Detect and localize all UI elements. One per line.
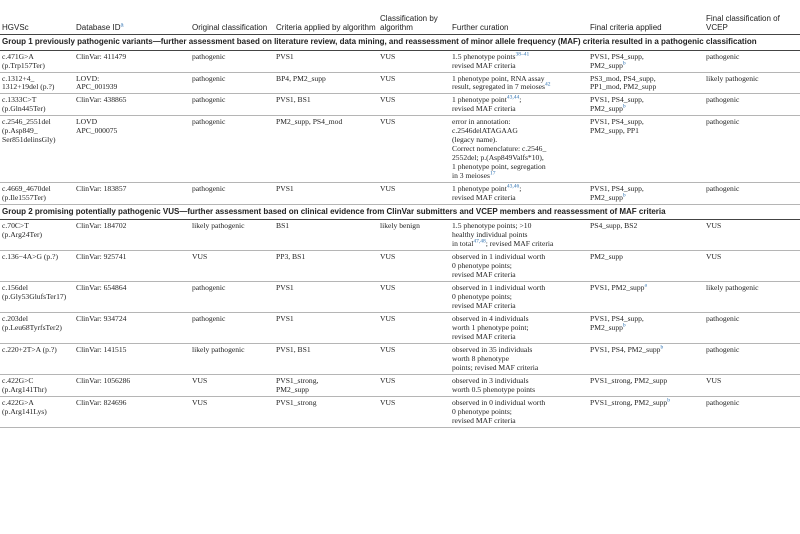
cell-original-classification [190,396,274,427]
reference-superscript: 43,44 [506,94,520,101]
cell-text: VUS [380,252,396,262]
cell-original-classification [190,343,274,374]
cell-final-classification [704,182,800,204]
cell-original-classification [190,282,274,313]
cell-text: PVS1_strong, PM2_supp [590,375,668,385]
cell-hgvsc [0,116,74,183]
header-classification-by-algorithm: Classification by algorithm [378,0,450,35]
cell-database-id [74,396,190,427]
cell-hgvsc [0,182,74,204]
cell-text: PVS1, PS4, PM2_supp [590,344,661,354]
cell-text: PVS1, PS4_supp, PM2_supp [590,183,644,202]
cell-final-criteria [588,50,704,72]
cell-text: PS4_supp, BS2 [590,221,638,231]
table-row [0,72,800,94]
cell-classification-by-algorithm [378,116,450,183]
cell-final-criteria [588,94,704,116]
cell-text: PVS1, PS4_supp, PM2_supp [590,95,644,114]
cell-final-classification [704,251,800,282]
cell-text: pathogenic [192,183,226,193]
reference-superscript: b [622,60,626,67]
cell-original-classification [190,50,274,72]
cell-text: ClinVar: 411479 [76,51,127,61]
cell-text: ClinVar: 925741 [76,252,127,262]
cell-text: VUS [706,221,722,231]
cell-text: VUS [380,375,396,385]
cell-classification-by-algorithm [378,94,450,116]
cell-text: c.4669_4670del (p.Ile1557Ter) [2,183,51,202]
reference-superscript: b [622,103,626,110]
cell-text: pathogenic [192,283,226,293]
reference-superscript: 47,48 [473,238,486,245]
cell-text: pathogenic [192,314,226,324]
group-header-row [0,35,800,51]
cell-hgvsc [0,94,74,116]
cell-final-classification [704,374,800,396]
cell-text: pathogenic [706,397,740,407]
cell-text: 1.5 phenotype points; >10 healthy individual points in total [452,221,532,249]
cell-hgvsc [0,50,74,72]
table-row [0,374,800,396]
header-original-classification: Original classification [190,0,274,35]
cell-further-curation [450,374,588,396]
table-body [0,35,800,428]
cell-final-classification [704,343,800,374]
cell-text: BP4, PM2_supp [276,73,326,83]
table-row [0,313,800,344]
cell-text: pathogenic [192,117,226,127]
cell-text: pathogenic [706,51,740,61]
cell-database-id [74,94,190,116]
header-database-id [74,0,190,35]
cell-text: likely pathogenic [706,73,759,83]
cell-text: VUS [706,252,722,262]
cell-criteria-by-algorithm [274,220,378,251]
cell-original-classification [190,116,274,183]
cell-classification-by-algorithm [378,220,450,251]
cell-hgvsc [0,251,74,282]
cell-text: c.203del (p.Leu68TyrfsTer2) [2,314,62,333]
cell-classification-by-algorithm [378,396,450,427]
header-criteria-by-algorithm: Criteria applied by algorithm [274,0,378,35]
cell-hgvsc [0,374,74,396]
cell-text: c.471G>A (p.Trp157Ter) [2,51,45,70]
cell-final-classification [704,116,800,183]
cell-text: VUS [380,95,396,105]
cell-hgvsc [0,220,74,251]
cell-text: ClinVar: 824696 [76,397,127,407]
cell-text: PVS1, PM2_supp [590,283,645,293]
cell-classification-by-algorithm [378,343,450,374]
cell-text: PVS1 [276,51,294,61]
group-header-row [0,204,800,220]
cell-text: VUS [380,51,396,61]
cell-original-classification [190,72,274,94]
cell-classification-by-algorithm [378,182,450,204]
cell-text: ClinVar: 654864 [76,283,127,293]
cell-final-criteria [588,220,704,251]
cell-text: PVS1 [276,314,294,324]
cell-hgvsc [0,282,74,313]
cell-text: ClinVar: 438865 [76,95,127,105]
cell-criteria-by-algorithm [274,313,378,344]
cell-text: 1 phenotype point [452,95,507,105]
header-final-classification: Final classification of VCEP [704,0,800,35]
cell-further-curation [450,94,588,116]
cell-criteria-by-algorithm [274,72,378,94]
cell-text: pathogenic [192,95,226,105]
cell-text: VUS [380,344,396,354]
cell-further-curation [450,313,588,344]
cell-database-id [74,50,190,72]
cell-hgvsc [0,313,74,344]
cell-text: likely benign [380,221,420,231]
cell-final-criteria [588,182,704,204]
cell-database-id [74,282,190,313]
cell-classification-by-algorithm [378,72,450,94]
cell-text-tail: ; revised MAF criteria [485,239,554,249]
cell-criteria-by-algorithm [274,251,378,282]
cell-text: c.1312+4_ 1312+19del (p.?) [2,73,55,92]
cell-text: pathogenic [706,314,740,324]
table-header-row [0,0,800,35]
cell-text: observed in 35 individuals worth 8 phenotype points; revised MAF criteria [452,344,539,372]
cell-text: VUS [380,397,396,407]
table-row [0,94,800,116]
cell-original-classification [190,94,274,116]
cell-text: pathogenic [192,51,226,61]
cell-text: observed in 1 individual worth 0 phenotype points; revised MAF criteria [452,252,546,280]
cell-original-classification [190,251,274,282]
cell-text: VUS [380,73,396,83]
cell-text: pathogenic [192,73,226,83]
cell-criteria-by-algorithm [274,182,378,204]
cell-text-tail: ; revised MAF criteria [452,95,522,114]
cell-final-criteria [588,282,704,313]
cell-text: VUS [380,117,396,127]
cell-hgvsc [0,396,74,427]
cell-final-criteria [588,116,704,183]
cell-further-curation [450,50,588,72]
cell-database-id [74,374,190,396]
cell-criteria-by-algorithm [274,94,378,116]
cell-text: c.220+2T>A (p.?) [2,344,57,354]
table-row [0,50,800,72]
cell-criteria-by-algorithm [274,396,378,427]
cell-text-tail: ; revised MAF criteria [452,183,522,202]
cell-text: 1 phenotype point, RNA assay result, segregated in 7 meioses [452,73,545,92]
cell-final-criteria [588,343,704,374]
cell-text: c.136−4A>G (p.?) [2,252,59,262]
cell-text: PVS1, PS4_supp, PM2_supp [590,314,644,333]
header-further-curation: Further curation [450,0,588,35]
cell-text: VUS [380,283,396,293]
cell-final-criteria [588,374,704,396]
cell-text: c.422G>A (p.Arg141Lys) [2,397,47,416]
cell-final-criteria [588,72,704,94]
cell-final-classification [704,220,800,251]
reference-superscript: b [667,397,670,404]
table-row [0,220,800,251]
cell-text: pathogenic [706,117,740,127]
cell-final-criteria [588,396,704,427]
cell-text: ClinVar: 1056286 [76,375,131,385]
cell-further-curation [450,72,588,94]
cell-text: likely pathogenic [192,221,245,231]
table-row [0,182,800,204]
cell-database-id [74,72,190,94]
cell-criteria-by-algorithm [274,282,378,313]
cell-database-id [74,251,190,282]
cell-text: PVS1, BS1 [276,344,311,354]
cell-text: c.156del (p.Gly53GlufsTer17) [2,283,67,302]
cell-text: 1.5 phenotype points [452,51,516,61]
cell-final-classification [704,72,800,94]
cell-classification-by-algorithm [378,374,450,396]
cell-text: VUS [706,375,722,385]
cell-text: PVS1_strong [276,397,317,407]
reference-superscript: b [660,344,664,351]
cell-further-curation [450,343,588,374]
cell-database-id [74,343,190,374]
cell-text: PVS1, PS4_supp, PM2_supp, PP1 [590,117,644,136]
cell-text: ClinVar: 934724 [76,314,127,324]
cell-text: pathogenic [706,183,740,193]
cell-further-curation [450,282,588,313]
cell-classification-by-algorithm [378,50,450,72]
cell-database-id [74,116,190,183]
cell-text: LOVD APC_000075 [76,117,118,136]
cell-text: c.70C>T (p.Arg24Ter) [2,221,43,240]
table-row [0,282,800,313]
cell-text: PVS1 [276,283,294,293]
cell-text: BS1 [276,221,290,231]
cell-database-id [74,182,190,204]
cell-text: PP3, BS1 [276,252,306,262]
reference-superscript: b [622,322,626,329]
cell-text: c.422G>C (p.Arg141Thr) [2,375,47,394]
cell-original-classification [190,182,274,204]
cell-text: PS3_mod, PS4_supp, PP1_mod, PM2_supp [590,73,657,92]
cell-text: LOVD: APC_001939 [76,73,118,92]
cell-text: ClinVar: 184702 [76,221,127,231]
table-row [0,343,800,374]
reference-superscript: 38–41 [515,51,530,58]
header-hgvsc: HGVSc [0,0,74,35]
cell-text: PVS1_strong, PM2_supp [276,375,319,394]
cell-criteria-by-algorithm [274,343,378,374]
cell-text: VUS [192,397,208,407]
reference-superscript: b [622,192,626,199]
cell-text-tail: revised MAF criteria [452,60,516,70]
cell-database-id [74,220,190,251]
cell-final-classification [704,50,800,72]
cell-classification-by-algorithm [378,282,450,313]
cell-text: VUS [380,183,396,193]
cell-text: likely pathogenic [192,344,245,354]
cell-hgvsc [0,343,74,374]
cell-original-classification [190,220,274,251]
cell-original-classification [190,374,274,396]
header-final-criteria: Final criteria applied [588,0,704,35]
cell-text: PVS1_strong, PM2_supp [590,397,668,407]
cell-classification-by-algorithm [378,251,450,282]
cell-text: VUS [192,252,208,262]
cell-text: PM2_supp, PS4_mod [276,117,343,127]
reference-superscript: 42 [545,81,551,88]
cell-criteria-by-algorithm [274,116,378,183]
table-row [0,396,800,427]
cell-text: ClinVar: 183857 [76,183,127,193]
cell-final-classification [704,313,800,344]
cell-text: ClinVar: 141515 [76,344,127,354]
cell-text: observed in 0 individual worth 0 phenotype points; revised MAF criteria [452,397,546,425]
cell-text: likely pathogenic [706,283,759,293]
group-label: Group 2 promising potentially pathogenic VUS—further assessment based on clinical evidence from ClinVar submitters and VCEP members and reassessment of MAF criteria [0,204,800,220]
cell-classification-by-algorithm [378,313,450,344]
cell-further-curation [450,116,588,183]
cell-text: observed in 1 individual worth 0 phenotype points; revised MAF criteria [452,283,546,311]
cell-text: PM2_supp [590,252,623,262]
cell-final-criteria [588,313,704,344]
cell-text: error in annotation: c.2546delATAGAAG (legacy name). Correct nomenclature: c.2546_ 2552del; p.(Asp849Valfs*10), 1 phenotype point, segregation in 3 meioses [452,117,547,181]
cell-final-classification [704,396,800,427]
cell-text: c.1333C>T (p.Gln445Ter) [2,95,46,114]
cell-text: PVS1 [276,183,294,193]
cell-text: PVS1, PS4_supp, PM2_supp [590,51,644,70]
header-database-id-label: Database ID [76,22,121,32]
table-row [0,251,800,282]
cell-text: c.2546_2551del (p.Asp849_ Ser851delinsGly) [2,117,56,145]
cell-further-curation [450,396,588,427]
cell-further-curation [450,220,588,251]
table-row [0,116,800,183]
cell-text: observed in 3 individuals worth 0.5 phenotype points [452,375,536,394]
cell-criteria-by-algorithm [274,50,378,72]
cell-further-curation [450,182,588,204]
cell-text: PVS1, BS1 [276,95,311,105]
cell-text: VUS [192,375,208,385]
cell-text: observed in 4 individuals worth 1 phenotype point; revised MAF criteria [452,314,529,341]
cell-final-classification [704,94,800,116]
cell-text: 1 phenotype point [452,183,507,193]
reference-superscript: 43,46 [506,183,520,190]
cell-hgvsc [0,72,74,94]
reference-superscript: 17 [489,170,496,177]
cell-final-classification [704,282,800,313]
cell-original-classification [190,313,274,344]
cell-text: pathogenic [706,344,740,354]
reference-superscript: a [644,282,647,289]
group-label: Group 1 previously pathogenic variants—further assessment based on literature review, data mining, and reassessment of minor allele frequency (MAF) criteria resulted in a pathogenic classification [0,35,800,51]
cell-further-curation [450,251,588,282]
cell-text: VUS [380,314,396,324]
cell-database-id [74,313,190,344]
cell-final-criteria [588,251,704,282]
cell-text: pathogenic [706,95,740,105]
header-database-id-footnote: a [120,22,124,29]
cell-criteria-by-algorithm [274,374,378,396]
